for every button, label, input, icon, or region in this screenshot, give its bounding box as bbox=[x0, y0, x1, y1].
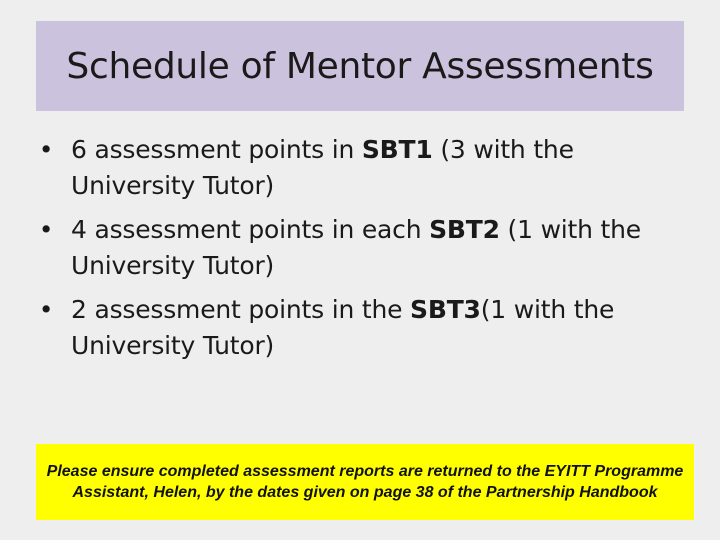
bullet-text: 6 assessment points in bbox=[71, 135, 362, 164]
bullet-marker: • bbox=[38, 295, 54, 324]
title-banner bbox=[36, 21, 684, 111]
bullet-emphasis: SBT3 bbox=[410, 295, 481, 324]
bullet-item bbox=[36, 212, 684, 284]
bullet-text: 4 assessment points in each bbox=[71, 215, 430, 244]
bullet-text: (1 with the University Tutor) bbox=[71, 295, 615, 360]
bullet-marker: • bbox=[38, 135, 54, 164]
bullet-marker: • bbox=[38, 215, 54, 244]
bullet-item bbox=[36, 292, 684, 364]
bullet-text: (3 with the University Tutor) bbox=[71, 135, 574, 200]
bullet-item bbox=[36, 132, 684, 204]
slide-title: Schedule of Mentor Assessments bbox=[66, 45, 654, 87]
notice-box bbox=[36, 444, 694, 520]
bullet-text: (1 with the University Tutor) bbox=[71, 215, 641, 280]
bullet-list bbox=[36, 132, 684, 372]
bullet-text: 2 assessment points in the bbox=[71, 295, 411, 324]
bullet-emphasis: SBT1 bbox=[361, 135, 433, 164]
notice-text: Please ensure completed assessment reports are returned to the EYITT Programme Assistant, Helen, by the dates given on page 38 of the Partnership Handbook bbox=[46, 463, 684, 501]
bullet-emphasis: SBT2 bbox=[429, 215, 500, 244]
